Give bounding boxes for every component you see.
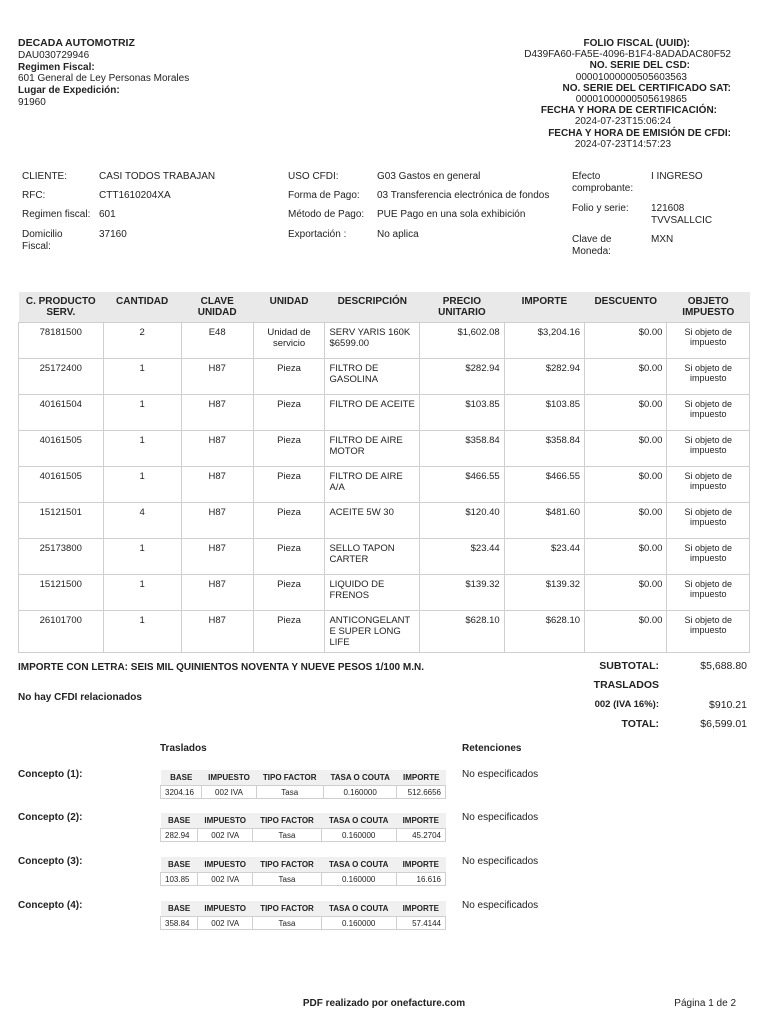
concepto-tax-table	[160, 901, 446, 930]
item-clave: H87	[181, 395, 253, 431]
retencion-value: No especificados	[462, 812, 539, 823]
item-precio: $1,602.08	[420, 323, 505, 359]
subtotal-value: $5,688.80	[700, 660, 747, 672]
concepto-value-row	[161, 917, 446, 930]
th-tipo-factor: TIPO FACTOR	[256, 770, 323, 786]
certificacion-value: 2024-07-23T15:06:24	[574, 116, 671, 128]
item-descuento: $0.00	[585, 503, 667, 539]
concepto-label: Concepto (4):	[18, 900, 83, 911]
concepto-tipo: Tasa	[253, 873, 321, 886]
uso-cfdi-value: G03 Gastos en general	[377, 171, 481, 182]
concepto-base: 3204.16	[161, 786, 202, 799]
concepto-tipo: Tasa	[253, 829, 321, 842]
efecto-label-line2: comprobante:	[572, 183, 634, 194]
item-clave: H87	[181, 467, 253, 503]
item-descripcion: FILTRO DE AIRE A/A	[325, 467, 420, 503]
item-producto: 25173800	[19, 539, 104, 575]
uso-cfdi-label: USO CFDI:	[288, 171, 339, 182]
issuer-name: DECADA AUTOMOTRIZ	[18, 37, 135, 49]
concepto-header-row	[161, 770, 446, 786]
concepto-tax-table	[160, 857, 446, 886]
th-base: BASE	[161, 857, 198, 873]
footer-page-number: Página 1 de 2	[674, 998, 736, 1009]
th-impuesto: IMPUESTO	[198, 813, 253, 829]
domicilio-label	[22, 229, 63, 253]
efecto-value: I INGRESO	[651, 171, 703, 182]
concepto-header-row	[161, 813, 446, 829]
item-row	[19, 323, 750, 359]
concepto-importe: 45.2704	[396, 829, 445, 842]
item-producto: 25172400	[19, 359, 104, 395]
serie-csd-label: NO. SERIE DEL CSD:	[589, 60, 690, 72]
item-clave: H87	[181, 575, 253, 611]
concepto-impuesto: 002 IVA	[198, 873, 253, 886]
item-cantidad: 4	[103, 503, 181, 539]
concepto-tax-table	[160, 770, 446, 799]
item-unidad: Pieza	[253, 395, 325, 431]
concepto-tasa: 0.160000	[321, 829, 396, 842]
exportacion-value: No aplica	[377, 229, 419, 240]
header-producto: C. PRODUCTO SERV.	[19, 292, 104, 323]
issuer-block	[18, 38, 189, 109]
header-descripcion: DESCRIPCIÓN	[325, 292, 420, 323]
item-precio: $120.40	[420, 503, 505, 539]
cliente-label: CLIENTE:	[22, 171, 68, 182]
header-unidad: UNIDAD	[253, 292, 325, 323]
concepto-impuesto: 002 IVA	[198, 829, 253, 842]
issuer-lugar-label: Lugar de Expedición:	[18, 85, 120, 97]
item-producto: 40161504	[19, 395, 104, 431]
item-row	[19, 467, 750, 503]
header-cantidad: CANTIDAD	[103, 292, 181, 323]
item-producto: 15121501	[19, 503, 104, 539]
item-objeto: Si objeto de impuesto	[667, 539, 750, 575]
th-tipo-factor: TIPO FACTOR	[253, 901, 321, 917]
fiscal-block	[524, 38, 731, 150]
item-descuento: $0.00	[585, 359, 667, 395]
item-descuento: $0.00	[585, 395, 667, 431]
item-descripcion: ACEITE 5W 30	[325, 503, 420, 539]
item-importe: $282.94	[504, 359, 584, 395]
total-value: $6,599.01	[700, 718, 747, 730]
th-impuesto: IMPUESTO	[198, 901, 253, 917]
item-row	[19, 539, 750, 575]
th-importe: IMPORTE	[397, 770, 446, 786]
retencion-value: No especificados	[462, 769, 539, 780]
folio-serie-label: Folio y serie:	[572, 203, 629, 214]
item-descripcion: FILTRO DE GASOLINA	[325, 359, 420, 395]
header-clave: CLAVE UNIDAD	[181, 292, 253, 323]
th-importe: IMPORTE	[396, 813, 445, 829]
concepto-header-row	[161, 857, 446, 873]
item-unidad: Pieza	[253, 467, 325, 503]
concepto-label: Concepto (3):	[18, 856, 83, 867]
concepto-impuesto: 002 IVA	[202, 786, 256, 799]
item-unidad: Pieza	[253, 503, 325, 539]
item-precio: $103.85	[420, 395, 505, 431]
total-label: TOTAL:	[621, 718, 659, 730]
item-descripcion: FILTRO DE ACEITE	[325, 395, 420, 431]
folio-fiscal-value: D439FA60-FA5E-4096-B1F4-8ADADAC80F52	[524, 49, 731, 61]
retenciones-title: Retenciones	[462, 743, 522, 754]
moneda-label-line2: Moneda:	[572, 246, 611, 257]
th-impuesto: IMPUESTO	[198, 857, 253, 873]
item-cantidad: 1	[103, 467, 181, 503]
item-clave: H87	[181, 503, 253, 539]
th-base: BASE	[161, 901, 198, 917]
item-clave: E48	[181, 323, 253, 359]
item-objeto: Si objeto de impuesto	[667, 503, 750, 539]
forma-pago-value: 03 Transferencia electrónica de fondos	[377, 190, 550, 201]
concepto-value-row	[161, 786, 446, 799]
concepto-impuesto: 002 IVA	[198, 917, 253, 930]
item-descuento: $0.00	[585, 575, 667, 611]
concepto-tasa: 0.160000	[321, 873, 396, 886]
item-row	[19, 395, 750, 431]
item-objeto: Si objeto de impuesto	[667, 359, 750, 395]
item-row	[19, 359, 750, 395]
rfc-value: CTT1610204XA	[99, 190, 171, 201]
serie-sat-label: NO. SERIE DEL CERTIFICADO SAT:	[562, 82, 731, 94]
item-row	[19, 575, 750, 611]
moneda-value: MXN	[651, 234, 674, 245]
item-cantidad: 2	[103, 323, 181, 359]
item-objeto: Si objeto de impuesto	[667, 467, 750, 503]
th-impuesto: IMPUESTO	[202, 770, 256, 786]
concepto-base: 358.84	[161, 917, 198, 930]
item-unidad: Pieza	[253, 359, 325, 395]
item-descripcion: ANTICONGELANT E SUPER LONG LIFE	[325, 611, 420, 653]
item-objeto: Si objeto de impuesto	[667, 611, 750, 653]
item-importe: $139.32	[504, 575, 584, 611]
efecto-label	[572, 171, 633, 195]
domicilio-value: 37160	[99, 229, 127, 240]
items-table	[18, 292, 750, 653]
exportacion-label: Exportación :	[288, 229, 347, 240]
concepto-importe: 57.4144	[396, 917, 445, 930]
cfdi-relacionados: No hay CFDI relacionados	[18, 692, 142, 703]
item-producto: 40161505	[19, 431, 104, 467]
item-precio: $23.44	[420, 539, 505, 575]
th-tasa: TASA O COUTA	[321, 901, 396, 917]
items-header-row	[19, 292, 750, 323]
item-cantidad: 1	[103, 611, 181, 653]
moneda-label-line1: Clave de	[572, 234, 612, 245]
item-row	[19, 611, 750, 653]
iva-label: 002 (IVA 16%):	[594, 699, 659, 710]
item-importe: $466.55	[504, 467, 584, 503]
metodo-pago-label: Método de Pago:	[288, 209, 365, 220]
issuer-regimen-label: Regimen Fiscal:	[18, 61, 95, 73]
concepto-base: 103.85	[161, 873, 198, 886]
certificacion-label: FECHA Y HORA DE CERTIFICACIÓN:	[540, 105, 717, 117]
concepto-label: Concepto (1):	[18, 769, 83, 780]
item-precio: $282.94	[420, 359, 505, 395]
th-base: BASE	[161, 813, 198, 829]
item-importe: $103.85	[504, 395, 584, 431]
item-objeto: Si objeto de impuesto	[667, 395, 750, 431]
item-descripcion: SERV YARIS 160K $6599.00	[325, 323, 420, 359]
concepto-tipo: Tasa	[253, 917, 321, 930]
forma-pago-label: Forma de Pago:	[288, 190, 360, 201]
importe-con-letra: IMPORTE CON LETRA: SEIS MIL QUINIENTOS NOVENTA Y NUEVE PESOS 1/100 M.N.	[18, 662, 425, 673]
concepto-header-row	[161, 901, 446, 917]
retencion-value: No especificados	[462, 900, 539, 911]
item-importe: $628.10	[504, 611, 584, 653]
item-descuento: $0.00	[585, 611, 667, 653]
item-unidad: Pieza	[253, 539, 325, 575]
item-objeto: Si objeto de impuesto	[667, 323, 750, 359]
concepto-base: 282.94	[161, 829, 198, 842]
item-unidad: Pieza	[253, 431, 325, 467]
item-clave: H87	[181, 611, 253, 653]
item-importe: $481.60	[504, 503, 584, 539]
item-importe: $23.44	[504, 539, 584, 575]
retencion-value: No especificados	[462, 856, 539, 867]
item-cantidad: 1	[103, 431, 181, 467]
th-base: BASE	[161, 770, 202, 786]
traslados-label: TRASLADOS	[593, 679, 659, 691]
th-tasa: TASA O COUTA	[321, 813, 396, 829]
item-importe: $3,204.16	[504, 323, 584, 359]
cliente-value: CASI TODOS TRABAJAN	[99, 171, 216, 182]
concepto-importe: 512.6656	[397, 786, 446, 799]
header-descuento: DESCUENTO	[585, 292, 667, 323]
item-descuento: $0.00	[585, 431, 667, 467]
th-tipo-factor: TIPO FACTOR	[253, 813, 321, 829]
item-descuento: $0.00	[585, 467, 667, 503]
metodo-pago-value: PUE Pago en una sola exhibición	[377, 209, 526, 220]
header-importe: IMPORTE	[504, 292, 584, 323]
header-objeto: OBJETO IMPUESTO	[667, 292, 750, 323]
item-cantidad: 1	[103, 395, 181, 431]
concepto-value-row	[161, 873, 446, 886]
serie-sat-value: 00001000000505619865	[575, 94, 687, 106]
folio-fiscal-label: FOLIO FISCAL (UUID):	[583, 38, 690, 49]
domicilio-label-line2: Fiscal:	[22, 241, 51, 252]
item-producto: 26101700	[19, 611, 104, 653]
concepto-importe: 16.616	[396, 873, 445, 886]
item-descripcion: LIQUIDO DE FRENOS	[325, 575, 420, 611]
th-importe: IMPORTE	[396, 901, 445, 917]
domicilio-label-line1: Domicilio	[22, 229, 63, 240]
concepto-tax-table	[160, 813, 446, 842]
item-descripcion: FILTRO DE AIRE MOTOR	[325, 431, 420, 467]
subtotal-label: SUBTOTAL:	[599, 660, 659, 672]
footer-generated-by: PDF realizado por onefacture.com	[302, 998, 466, 1009]
item-cantidad: 1	[103, 539, 181, 575]
concepto-label: Concepto (2):	[18, 812, 83, 823]
item-producto: 78181500	[19, 323, 104, 359]
issuer-regimen-value: 601 General de Ley Personas Morales	[18, 73, 190, 85]
header-precio: PRECIO UNITARIO	[420, 292, 505, 323]
item-objeto: Si objeto de impuesto	[667, 575, 750, 611]
item-unidad: Pieza	[253, 575, 325, 611]
concepto-value-row	[161, 829, 446, 842]
rfc-label: RFC:	[22, 190, 46, 201]
th-tipo-factor: TIPO FACTOR	[253, 857, 321, 873]
folio-serie-value	[651, 203, 712, 227]
regimen-value: 601	[99, 209, 116, 220]
serie-csd-value: 00001000000505603563	[575, 71, 687, 83]
item-precio: $358.84	[420, 431, 505, 467]
concepto-tasa: 0.160000	[323, 786, 397, 799]
moneda-label	[572, 234, 611, 258]
item-cantidad: 1	[103, 575, 181, 611]
item-unidad: Pieza	[253, 611, 325, 653]
regimen-label: Regimen fiscal:	[22, 209, 91, 220]
folio-value-line1: 121608	[651, 203, 685, 214]
item-descuento: $0.00	[585, 323, 667, 359]
item-precio: $466.55	[420, 467, 505, 503]
iva-value: $910.21	[709, 699, 747, 711]
traslados-title: Traslados	[160, 743, 207, 754]
item-objeto: Si objeto de impuesto	[667, 431, 750, 467]
item-descuento: $0.00	[585, 539, 667, 575]
th-tasa: TASA O COUTA	[323, 770, 397, 786]
issuer-rfc: DAU030729946	[18, 49, 90, 61]
item-row	[19, 503, 750, 539]
item-clave: H87	[181, 431, 253, 467]
th-importe: IMPORTE	[396, 857, 445, 873]
concepto-tasa: 0.160000	[321, 917, 396, 930]
item-row	[19, 431, 750, 467]
item-clave: H87	[181, 359, 253, 395]
item-cantidad: 1	[103, 359, 181, 395]
item-precio: $139.32	[420, 575, 505, 611]
item-importe: $358.84	[504, 431, 584, 467]
item-descripcion: SELLO TAPON CARTER	[325, 539, 420, 575]
efecto-label-line1: Efecto	[572, 171, 601, 182]
item-clave: H87	[181, 539, 253, 575]
concepto-tipo: Tasa	[256, 786, 323, 799]
emision-value: 2024-07-23T14:57:23	[574, 138, 671, 150]
th-tasa: TASA O COUTA	[321, 857, 396, 873]
item-producto: 40161505	[19, 467, 104, 503]
folio-value-line2: TVVSALLCIC	[651, 215, 713, 226]
issuer-lugar-value: 91960	[18, 96, 46, 108]
emision-label: FECHA Y HORA DE EMISIÓN DE CFDI:	[548, 127, 731, 139]
item-unidad: Unidad de servicio	[253, 323, 325, 359]
item-precio: $628.10	[420, 611, 505, 653]
item-producto: 15121500	[19, 575, 104, 611]
